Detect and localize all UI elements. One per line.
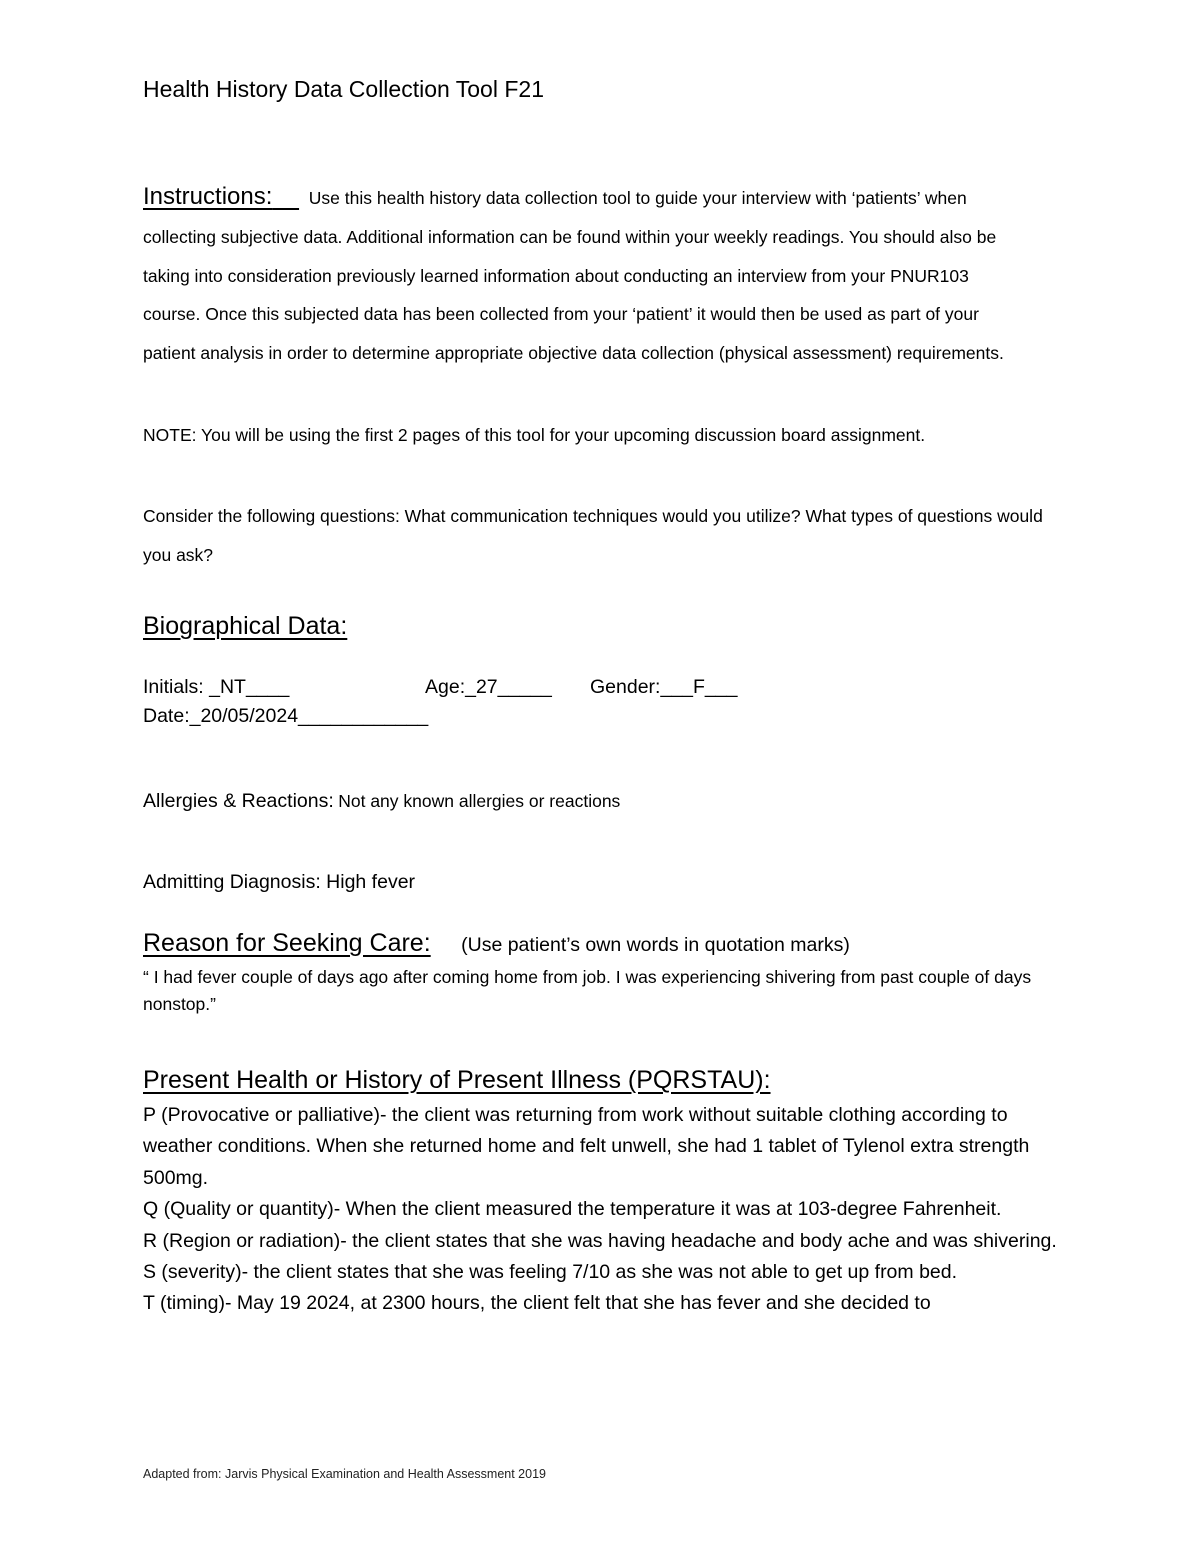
date-field: Date:_20/05/2024____________ [143, 705, 429, 727]
pqrstau-item-r: R (Region or radiation)- the client states that she was having headache and body ache and was shivering. [143, 1229, 1057, 1252]
allergies-label: Allergies & Reactions: [143, 790, 334, 812]
instructions-underline-gap [272, 183, 299, 210]
footer-citation: Adapted from: Jarvis Physical Examination and Health Assessment 2019 [143, 1467, 546, 1481]
allergies-value: Not any known allergies or reactions [338, 791, 621, 811]
admitting-diagnosis: Admitting Diagnosis: High fever [143, 871, 416, 893]
pqrstau-list [143, 1100, 1063, 1320]
allergies-line [143, 790, 620, 813]
pqrstau-item-p: P (Provocative or palliative)- the client was returning from work without suitable clothing according to weather conditions. When she returned home and felt unwell, she had 1 tablet of Tylenol extra strength 500mg. [143, 1104, 1030, 1189]
reason-heading-line [143, 929, 850, 958]
reason-quote: “ I had fever couple of days ago after coming home from job. I was experiencing shivering from past couple of days nonstop.” [143, 967, 1032, 1014]
pqrstau-item-t: T (timing)- May 19 2024, at 2300 hours, the client felt that she has fever and she decided to [143, 1292, 931, 1315]
reason-hint: (Use patient’s own words in quotation marks) [461, 934, 850, 956]
gender-field: Gender:___F___ [590, 676, 738, 698]
instructions-block [143, 178, 1023, 373]
age-field: Age:_27_____ [425, 676, 552, 698]
page-title: Health History Data Collection Tool F21 [143, 76, 544, 102]
pqrstau-item-q: Q (Quality or quantity)- When the client measured the temperature it was at 103-degree Fahrenheit. [143, 1198, 1002, 1221]
consider-questions: Consider the following questions: What communication techniques would you utilize? What types of questions would you ask? [143, 506, 1043, 565]
reason-heading: Reason for Seeking Care: [143, 929, 431, 957]
instructions-note: NOTE: You will be using the first 2 pages of this tool for your upcoming discussion board assignment. [143, 425, 926, 445]
instructions-heading: Instructions: [143, 183, 273, 210]
instructions-text: Use this health history data collection tool to guide your interview with ‘patients’ when collecting subjective data. Additional information can be found within your weekly readings. You should also be taking into consideration previously learned information about conducting an interview from your PNUR103 course. Once this subjected data has been collected from your ‘patient’ it would then be used as part of your patient analysis in order to determine appropriate objective data collection (physical assessment) requirements. [143, 188, 1004, 364]
pqrstau-item-s: S (severity)- the client states that she was feeling 7/10 as she was not able to get up from bed. [143, 1261, 958, 1284]
biographical-heading: Biographical Data: [143, 612, 348, 640]
present-health-heading: Present Health or History of Present Illness (PQRSTAU): [143, 1066, 771, 1094]
initials-field: Initials: _NT____ [143, 676, 290, 698]
